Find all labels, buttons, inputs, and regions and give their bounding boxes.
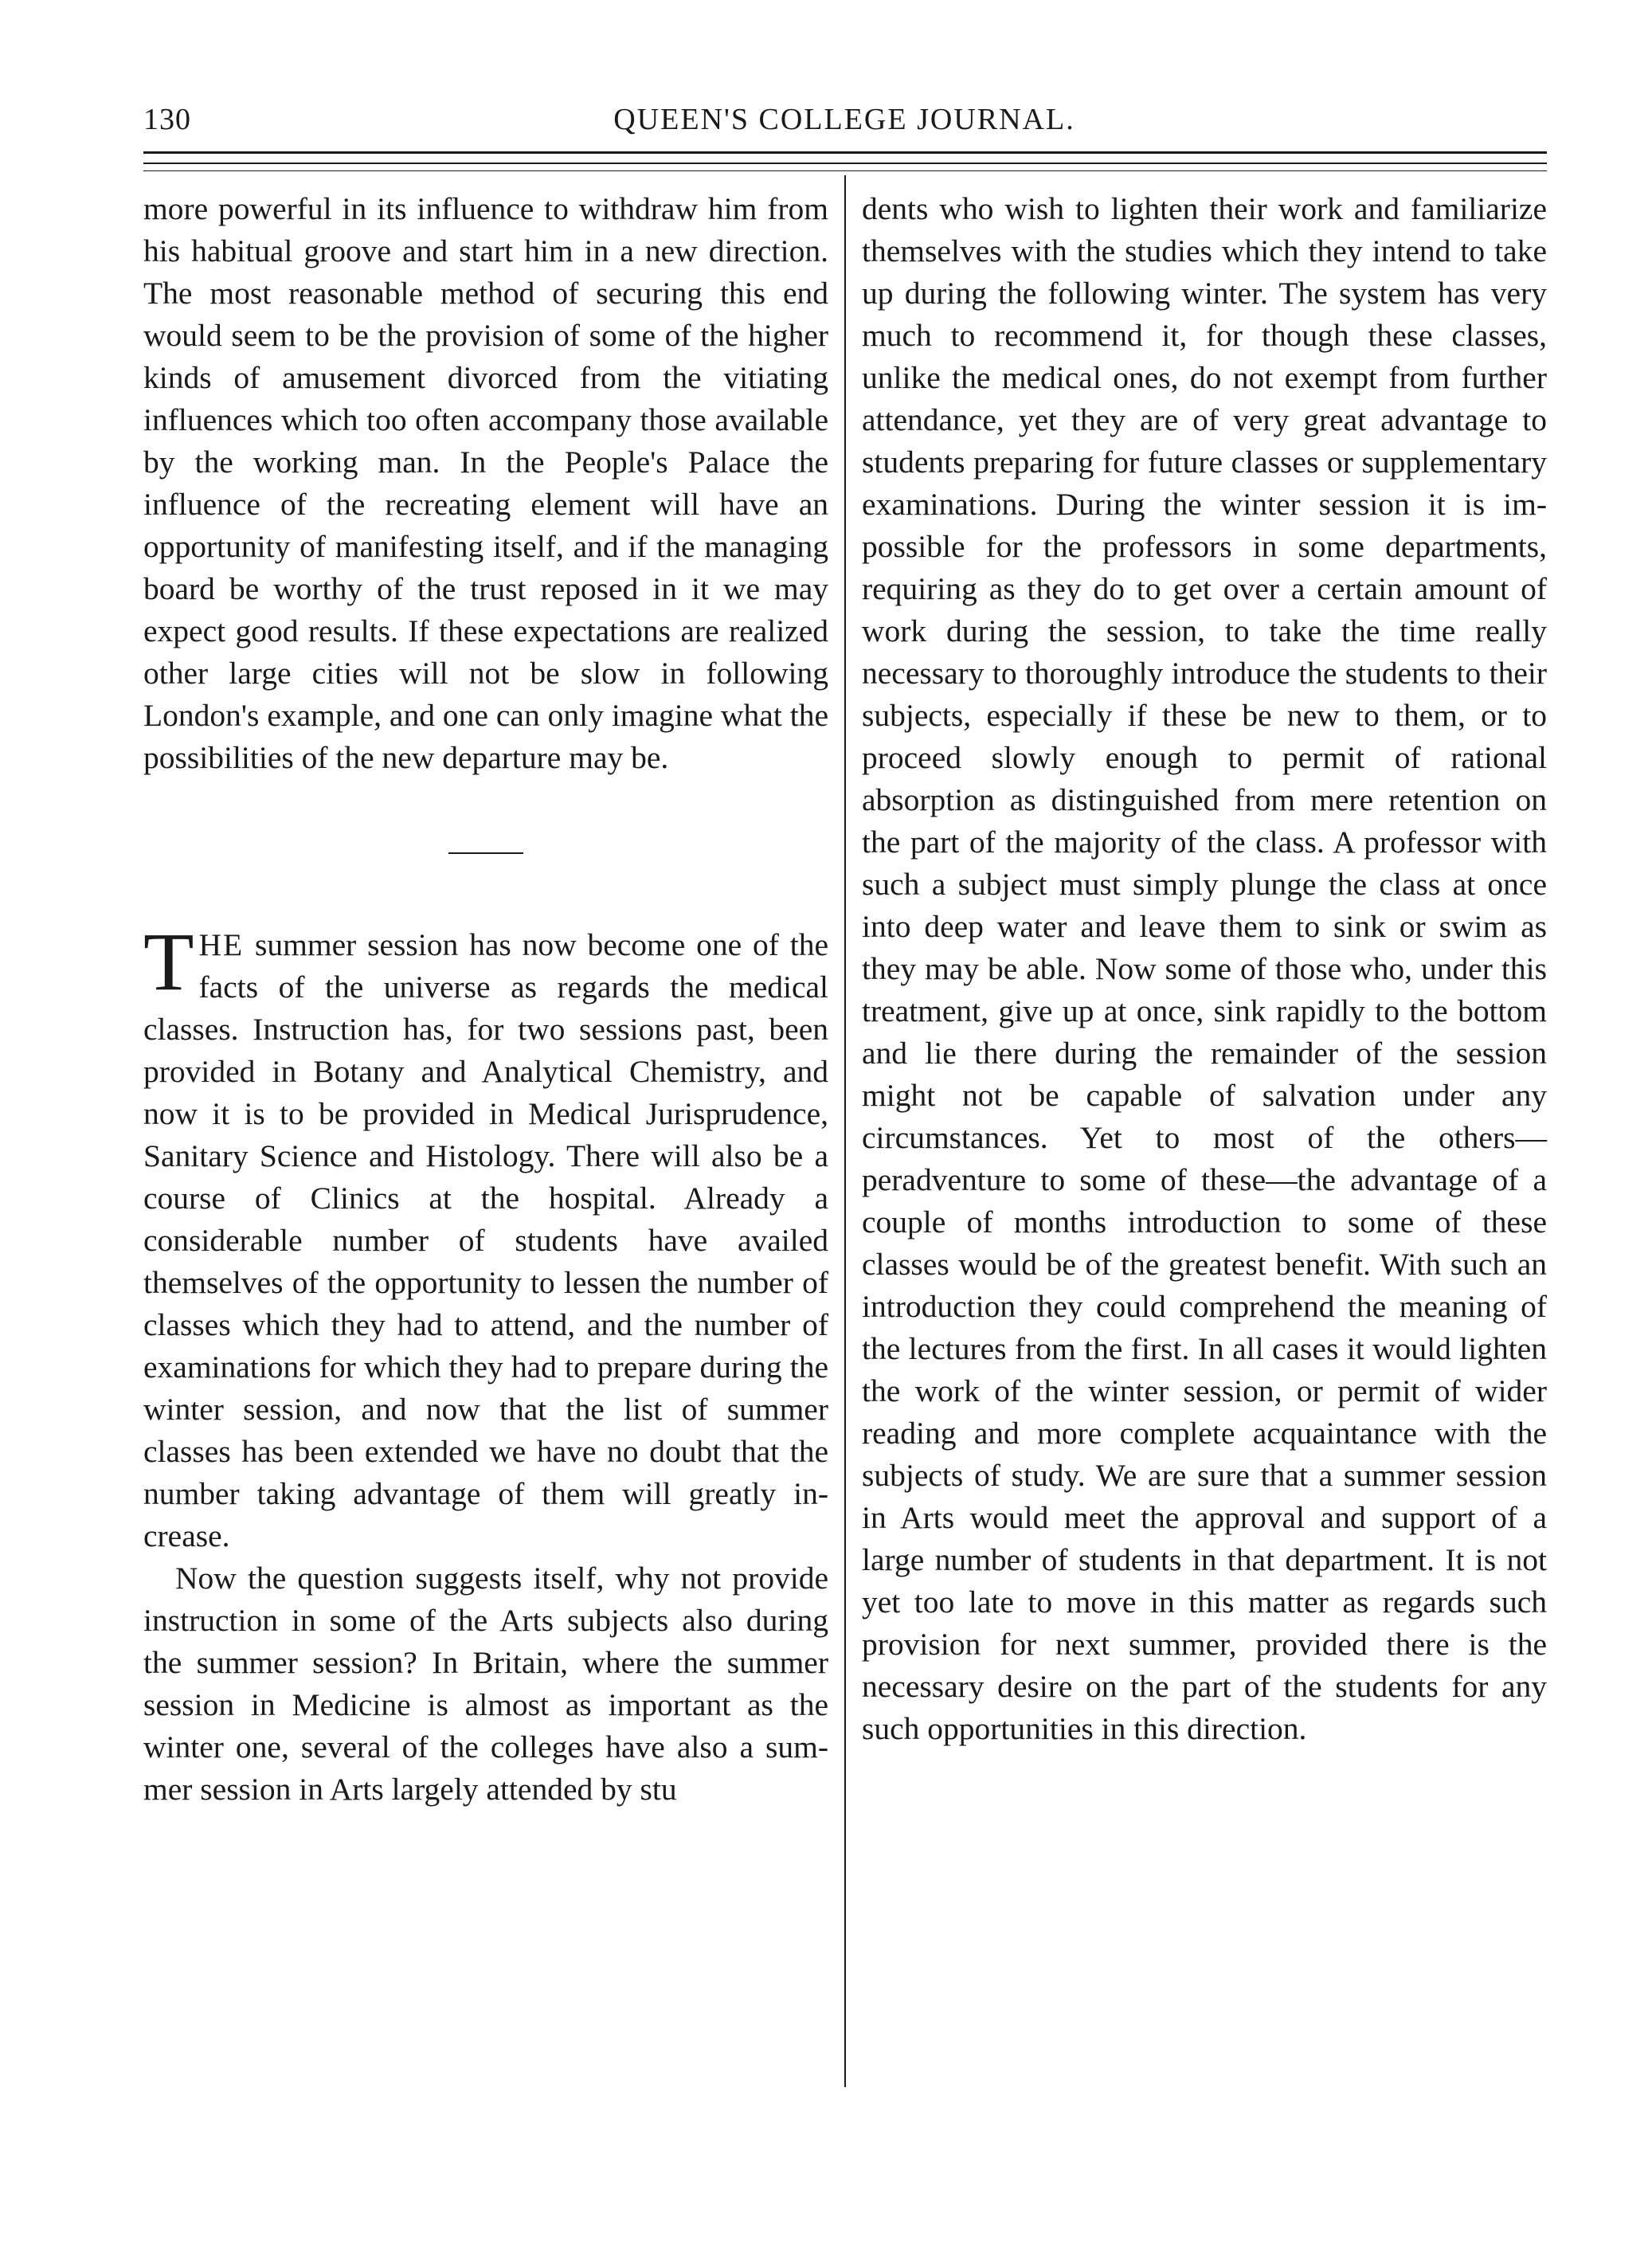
header-rule	[143, 170, 1547, 171]
article-opening-paragraph	[143, 916, 828, 1557]
opening-text: summer session has now become one of the facts of the universe as regards the medical classes. Instruction has, for two sessions past, been provided in Botany and Analytical Chemistry, and now it is to be provided in Medical Jurisprudence, Sanitary Science and Histology. There will also be a course of Clinics at the hospital. Already a considerable number of students have availed themselves of the opportunity to lessen the number of classes which they had to attend, and the number of examinations for which they had to prepare during the winter session, and now that the list of summer classes has been extended we have no doubt that the number taking advantage of them will greatly increase.	[143, 927, 828, 1553]
right-column	[862, 188, 1547, 1750]
lead-word: HE	[198, 927, 245, 962]
article-paragraph: Now the question suggests itself, why not provide instruction in some of the Arts subjects also during the summer session? In Britain, where the summer session in Medicine is almost as important as the winter one, several of the colleges have also a summer session in Arts largely attended by stu	[143, 1561, 828, 1807]
page-number: 130	[143, 103, 191, 136]
section-divider	[448, 852, 523, 854]
drop-cap: T	[143, 916, 194, 1008]
header-rule	[143, 151, 1547, 154]
header-rule	[143, 163, 1547, 164]
page-header	[143, 102, 1545, 150]
left-column	[143, 188, 828, 1811]
continued-paragraph: dents who wish to lighten their work and familiarize themselves with the studies which they intend to take up during the following winter. The system has very much to recommend it, for though these classes, unlike the medical ones, do not exempt from further attendance, yet they are of very great advantage to students preparing for future classes or supplementary examinations. During the winter session it is impossible for the professors in some departments, requiring as they do to get over a certain amount of work during the session, to take the time really necessary to thoroughly introduce the students to their subjects, especially if these be new to them, or to proceed slowly enough to permit of rational absorption as distinguished from mere retention on the part of the majority of the class. A professor with such a subject must simply plunge the class at once into deep water and leave them to sink or swim as they may be able. Now some of those who, under this treatment, give up at once, sink rapidly to the bottom and lie there during the remainder of the session might not be capable of salvation under any circumstances. Yet to most of the others—peradventure to some of these—the advantage of a couple of months introduction to some of these classes would be of the greatest benefit. With such an introduction they could comprehend the meaning of the lectures from the first. In all cases it would lighten the work of the winter session, or permit of wider reading and more complete acquaintance with the subjects of study. We are sure that a summer session in Arts would meet the approval and support of a large number of students in that department. It is not yet too late to move in this matter as regards such provision for next summer, provided there is the necessary desire on the part of the students for any such opportunities in this direction.	[862, 191, 1547, 1746]
journal-title: QUEEN'S COLLEGE JOURNAL.	[613, 103, 1075, 136]
continued-paragraph: more powerful in its influence to withdraw him from his habitual groove and start him in a new direction. The most reasonable method of securing this end would seem to be the provision of some of the higher kinds of amusement divorced from the vitiating influences which too often accompany those available by the working man. In the People's Palace the influence of the recreating element will have an opportunity of manifesting itself, and if the managing board be worthy of the trust reposed in it we may expect good results. If these expectations are realized other large cities will not be slow in following London's example, and one can only imagine what the possibilities of the new departure may be.	[143, 191, 828, 775]
column-divider	[844, 175, 846, 2087]
